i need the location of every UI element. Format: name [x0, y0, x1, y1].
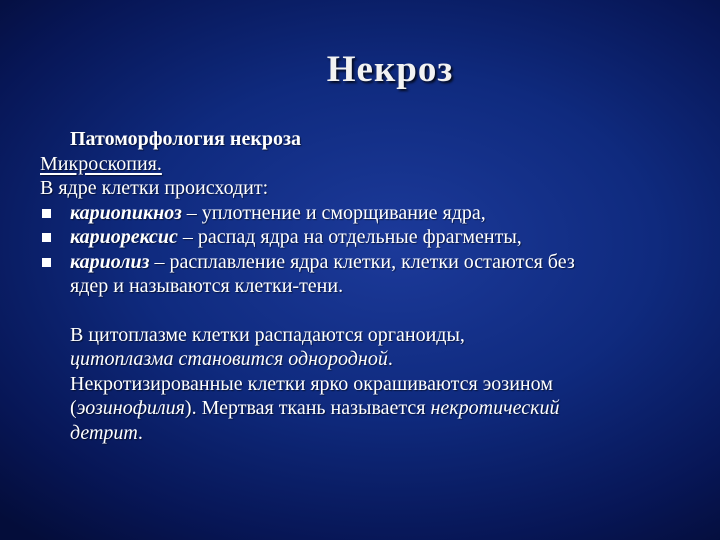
- square-bullet-icon: [42, 233, 51, 242]
- bullet-text: – уплотнение и сморщивание ядра,: [181, 201, 486, 224]
- bullet-continuation: ядер и называются клетки-тени.: [70, 275, 344, 297]
- bullet-item-karyopyknosis: [40, 201, 690, 226]
- eosinophilia-paragraph: [40, 372, 690, 446]
- cytoplasm-paragraph: [40, 323, 690, 372]
- para-line: В цитоплазме клетки распадаются органоиды,: [70, 323, 465, 346]
- square-bullet-icon: [42, 209, 51, 218]
- para-italic: детрит: [70, 421, 138, 444]
- intro-text: В ядре клетки происходит:: [40, 177, 269, 199]
- square-bullet-icon: [42, 258, 51, 267]
- slide-title: Некроз: [326, 49, 454, 90]
- slide-content: [40, 127, 690, 445]
- bullet-text: – распад ядра на отдельные фрагменты,: [177, 226, 522, 248]
- spacer: [40, 299, 690, 323]
- para-text: (: [70, 397, 77, 419]
- para-text: .: [387, 348, 393, 370]
- bullet-text: – расплавление ядра клетки, клетки остаются без: [149, 250, 575, 273]
- bullet-item-karyolysis: [40, 250, 690, 299]
- para-italic: некротический: [430, 397, 560, 419]
- para-italic: цитоплазма становится однородной: [70, 348, 388, 370]
- microscopy-heading: Микроскопия.: [40, 152, 162, 175]
- slide-subtitle: Патоморфология некроза: [70, 128, 302, 150]
- bullet-term: кариорексис: [70, 226, 178, 248]
- para-line: Некротизированные клетки ярко окрашиваются эозином: [70, 372, 553, 395]
- para-text: ). Мертвая ткань называется: [184, 397, 431, 419]
- bullet-term: кариопикноз: [70, 201, 182, 224]
- bullet-item-karyorrhexis: [40, 225, 690, 250]
- bullet-term: кариолиз: [70, 250, 150, 273]
- para-text: .: [137, 421, 143, 444]
- para-italic: эозинофилия: [76, 397, 185, 419]
